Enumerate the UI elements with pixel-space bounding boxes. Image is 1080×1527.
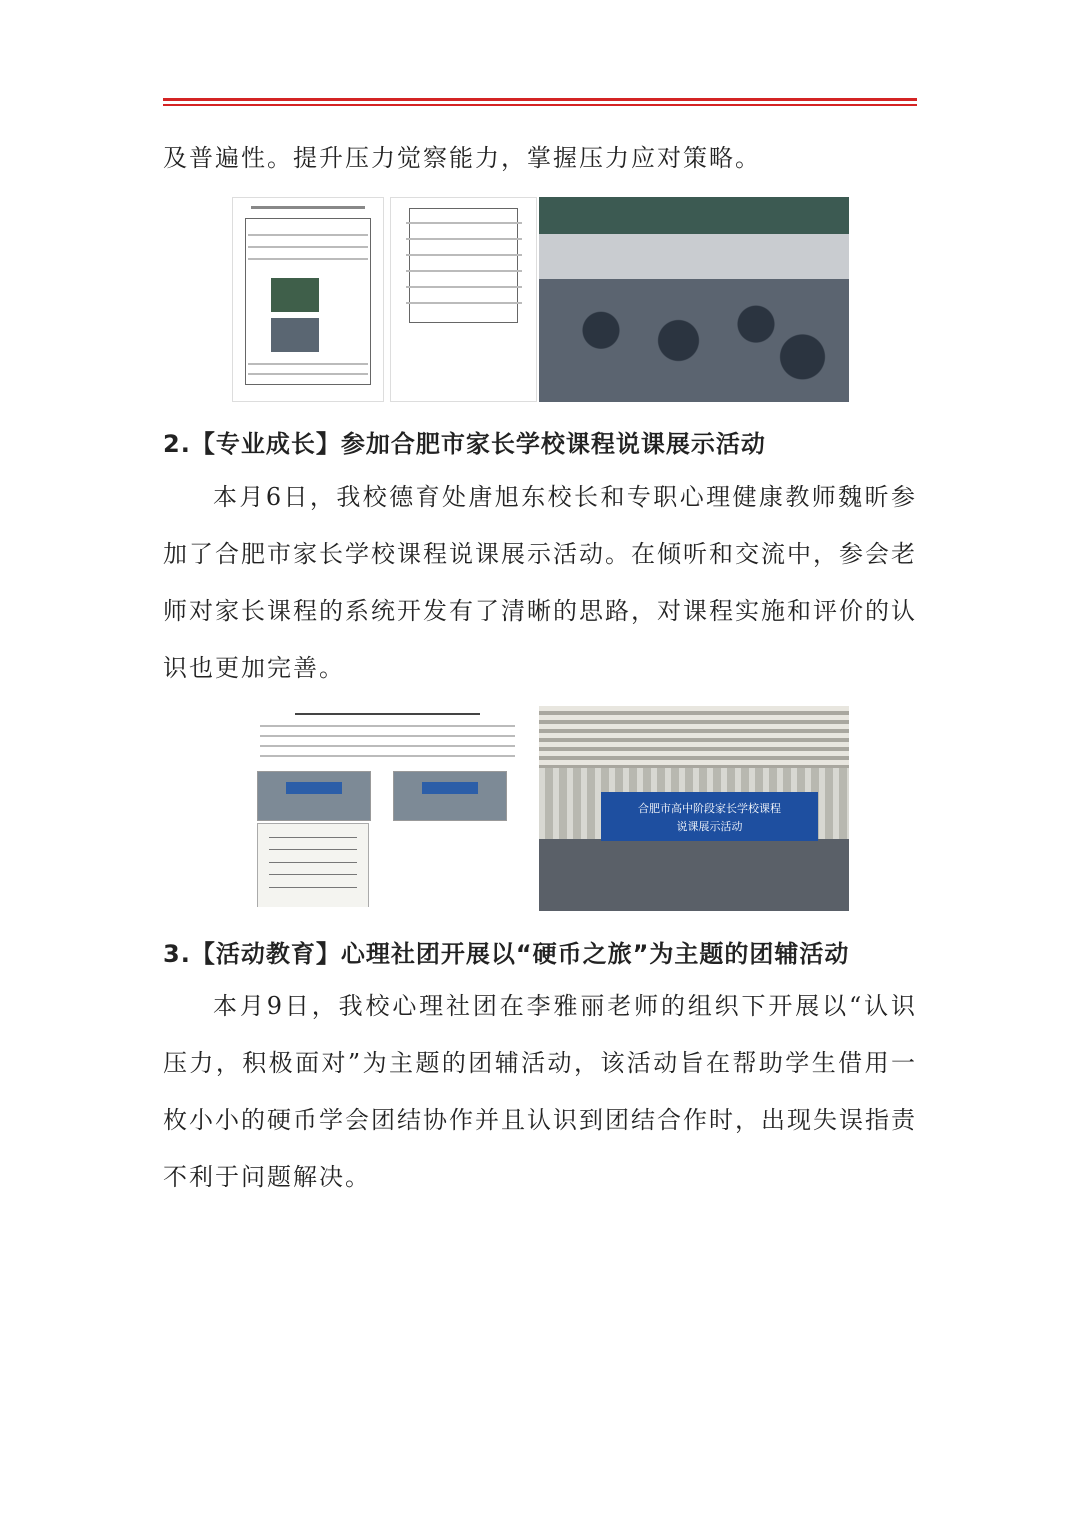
- section-3-body: 本月9日，我校心理社团在李雅丽老师的组织下开展以“认识压力，积极面对”为主题的团辅活动，该活动旨在帮助学生借用一枚小小的硬币学会团结协作并且认识到团结合作时，出现失误指责不利于问题解决。: [163, 992, 917, 1191]
- header-rule-top: [163, 98, 917, 101]
- header-rule-bottom: [163, 104, 917, 106]
- hall-screen: [601, 792, 818, 841]
- section-2-heading: 2.【专业成长】参加合肥市家长学校课程说课展示活动: [163, 430, 766, 458]
- hall-screen-line-2: 说课展示活动: [676, 820, 743, 834]
- classroom-photo: [539, 197, 849, 402]
- record-form-image-2: [390, 197, 537, 402]
- hall-screen-line-1: 合肥市高中阶段家长学校课程: [638, 802, 781, 816]
- news-collage-image: [255, 707, 520, 907]
- section-3-heading: 3.【活动教育】心理社团开展以“硬币之旅”为主题的团辅活动: [163, 940, 850, 968]
- section-2-body: 本月6日，我校德育处唐旭东校长和专职心理健康教师魏昕参加了合肥市家长学校课程说课展示活动。在倾听和交流中，参会老师对家长课程的系统开发有了清晰的思路，对课程实施和评价的认识也更加完善。: [163, 483, 917, 682]
- meeting-hall-photo: [539, 706, 849, 911]
- intro-tail-text: 及普遍性。提升压力觉察能力，掌握压力应对策略。: [163, 144, 761, 172]
- record-form-image-1: [232, 197, 384, 402]
